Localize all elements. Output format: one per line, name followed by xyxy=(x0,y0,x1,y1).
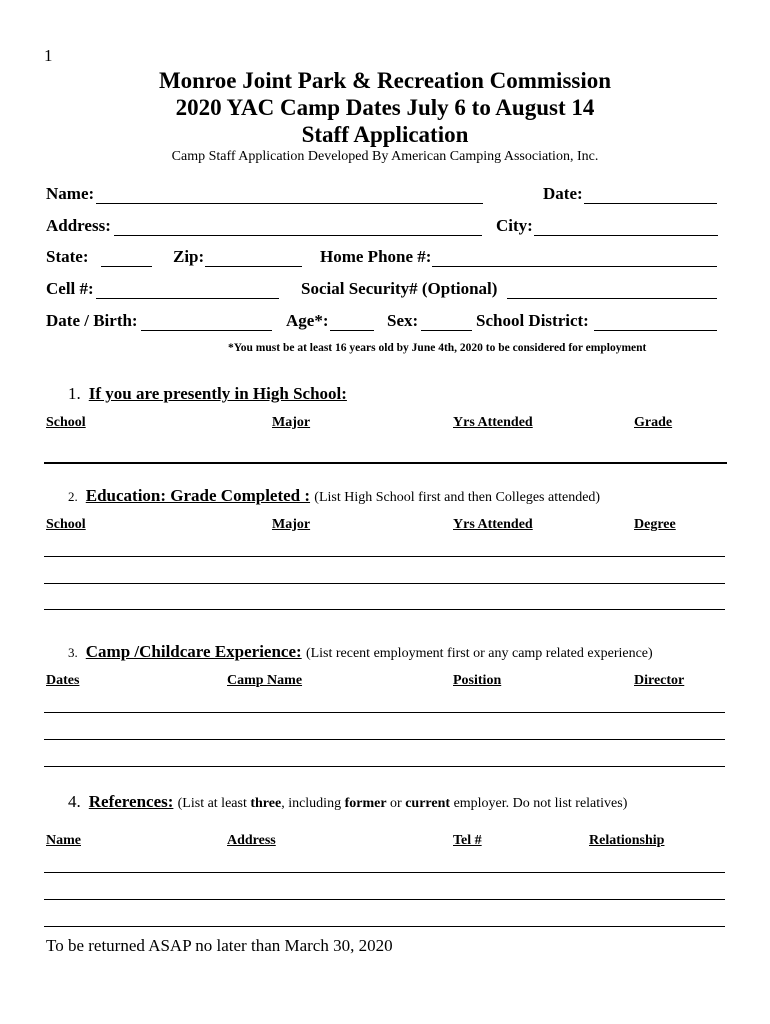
section3-col-position: Position xyxy=(453,673,502,688)
section1-col-school: School xyxy=(46,415,86,430)
section4-number: 4. xyxy=(68,792,81,811)
section4-heading: References: xyxy=(88,792,174,811)
name-label: Name: xyxy=(46,184,95,203)
zip-label: Zip: xyxy=(173,247,205,266)
state-field-line[interactable] xyxy=(101,266,152,267)
section4-col-address: Address xyxy=(227,833,276,848)
section4-desc-text: or xyxy=(386,796,406,811)
school-district-field-line[interactable] xyxy=(594,330,717,331)
section2-heading-row xyxy=(68,486,600,506)
section4-description xyxy=(178,796,628,811)
section2-heading: Education: Grade Completed : xyxy=(85,486,311,505)
section3-heading-row xyxy=(68,642,653,662)
section2-entry-line[interactable] xyxy=(44,583,725,584)
name-field-line[interactable] xyxy=(96,203,483,204)
section4-entry-line[interactable] xyxy=(44,872,725,873)
sex-field-line[interactable] xyxy=(421,330,472,331)
section4-heading-row xyxy=(68,792,627,812)
home-phone-label: Home Phone #: xyxy=(320,247,432,266)
section2-description: (List High School first and then Colleges attended) xyxy=(314,490,601,505)
state-label: State: xyxy=(46,247,89,266)
section2-col-yrs: Yrs Attended xyxy=(453,517,533,532)
section3-col-director: Director xyxy=(634,673,685,688)
section3-entry-line[interactable] xyxy=(44,739,725,740)
section4-entry-line[interactable] xyxy=(44,926,725,927)
section4-desc-former: former xyxy=(344,796,387,811)
zip-field-line[interactable] xyxy=(205,266,302,267)
section2-number: 2. xyxy=(68,489,78,504)
section3-number: 3. xyxy=(68,645,78,660)
subtitle: Camp Staff Application Developed By American Camping Association, Inc. xyxy=(171,149,599,164)
section3-col-dates: Dates xyxy=(46,673,80,688)
ssn-field-line[interactable] xyxy=(507,298,717,299)
date-field-line[interactable] xyxy=(584,203,717,204)
cell-label: Cell #: xyxy=(46,279,94,298)
age-field-line[interactable] xyxy=(330,330,374,331)
return-deadline-note: To be returned ASAP no later than March 30, 2020 xyxy=(46,936,393,955)
section4-desc-current: current xyxy=(405,796,451,811)
section4-desc-three: three xyxy=(250,796,282,811)
address-label: Address: xyxy=(46,216,111,235)
section4-entry-line[interactable] xyxy=(44,899,725,900)
section1-entry-line[interactable] xyxy=(44,462,727,464)
page-number: 1 xyxy=(44,46,53,65)
cell-field-line[interactable] xyxy=(96,298,279,299)
address-field-line[interactable] xyxy=(114,235,482,236)
org-title: Monroe Joint Park & Recreation Commission xyxy=(158,68,612,93)
section1-heading-row xyxy=(68,384,347,404)
camp-dates-title: 2020 YAC Camp Dates July 6 to August 14 xyxy=(175,95,595,120)
section4-col-tel: Tel # xyxy=(453,833,482,848)
age-requirement-note: *You must be at least 16 years old by June 4th, 2020 to be considered for employment xyxy=(228,342,647,354)
city-field-line[interactable] xyxy=(534,235,718,236)
age-label: Age*: xyxy=(286,311,329,330)
dob-label: Date / Birth: xyxy=(46,311,138,330)
home-phone-field-line[interactable] xyxy=(432,266,717,267)
school-district-label: School District: xyxy=(476,311,589,330)
section4-col-name: Name xyxy=(46,833,81,848)
ssn-label: Social Security# (Optional) xyxy=(301,279,498,298)
section2-col-school: School xyxy=(46,517,86,532)
section2-entry-line[interactable] xyxy=(44,609,725,610)
section2-col-major: Major xyxy=(272,517,311,532)
section4-desc-text: employer. Do not list relatives) xyxy=(450,796,628,811)
section3-heading: Camp /Childcare Experience: xyxy=(85,642,302,661)
date-label: Date: xyxy=(543,184,583,203)
application-title: Staff Application xyxy=(301,122,469,147)
section1-col-grade: Grade xyxy=(634,415,673,430)
section2-entry-line[interactable] xyxy=(44,556,725,557)
section3-entry-line[interactable] xyxy=(44,712,725,713)
city-label: City: xyxy=(496,216,533,235)
section1-number: 1. xyxy=(68,384,81,403)
section1-heading: If you are presently in High School: xyxy=(88,384,347,403)
section2-col-degree: Degree xyxy=(634,517,676,532)
dob-field-line[interactable] xyxy=(141,330,272,331)
section4-desc-text: (List at least xyxy=(177,796,251,811)
section3-description: (List recent employment first or any camp related experience) xyxy=(305,646,653,661)
section3-entry-line[interactable] xyxy=(44,766,725,767)
section4-col-relationship: Relationship xyxy=(589,833,665,848)
sex-label: Sex: xyxy=(387,311,419,330)
section1-col-yrs: Yrs Attended xyxy=(453,415,533,430)
section3-col-camp-name: Camp Name xyxy=(227,673,303,688)
section1-col-major: Major xyxy=(272,415,311,430)
section4-desc-text: , including xyxy=(281,796,345,811)
